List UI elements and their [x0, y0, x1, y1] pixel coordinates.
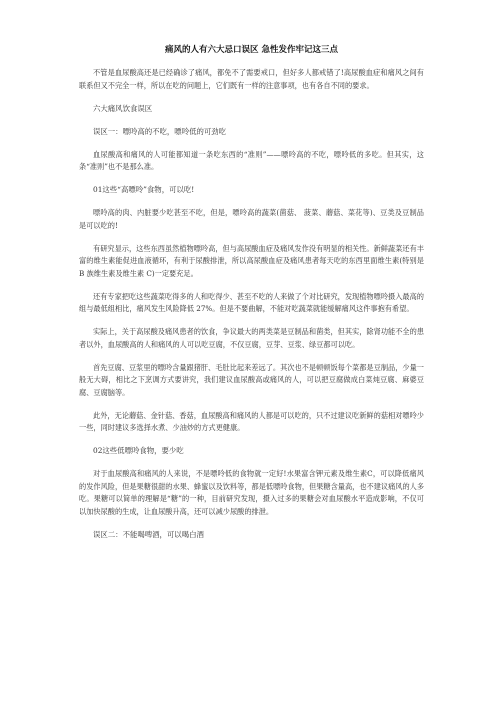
subheading-low-purine-limit: 02这些低嘌呤食物，要少吃	[93, 446, 184, 455]
paragraph: 嘌呤高的肉、内脏要少吃甚至不吃，但是，嘌呤高的蔬菜(菌菇、 菠菜、蘑菇、菜花等)、豆类及豆制品是可以吃的!	[79, 208, 424, 230]
paragraph: 此外，无论蘑菇、金针菇、香菇，血尿酸高和痛风的人都是可以吃的，只不过建议吃新鲜的菇相对嘌呤少一些，同时建议多选择水煮、少油炒的方式更健康。	[79, 410, 424, 432]
section-heading-diet-myths: 六大痛风饮食误区	[93, 103, 153, 113]
paragraph: 实际上，关于高尿酸及痛风患者的饮食，争议最大的两类菜是豆制品和菌类，但其实，除肾功能不全的患者以外，血尿酸高的人和痛风的人可以吃豆腐，不仅豆腐，豆芽、豆浆、绿豆都可以吃。	[79, 327, 424, 349]
myth-two-heading: 误区二：不能喝啤酒，可以喝白酒	[93, 529, 204, 539]
intro-paragraph: 不管是血尿酸高还是已经确诊了痛风，都免不了需要戒口，但好多人都戒错了!高尿酸血症和痛风之间有联系但又不完全一样，所以在吃的问题上，它们既有一样的注意事项，也有各自不同的要求。	[79, 68, 424, 90]
paragraph: 对于血尿酸高和痛风的人来说，不是嘌呤低的食物就一定好!水果富含钾元素及维生素C，可以降低痛风的发作风险，但是果糖很甜的水果、蜂蜜以及饮料等，都是低嘌呤食物，但果糖含量高，也不建议痛风的人多吃。果糖可以简单的理解是“糖”的一种，目前研究发现，摄入过多的果糖会对血尿酸水平造成影响，不仅可以加快尿酸的生成，让血尿酸升高，还可以减少尿酸的排泄。	[79, 469, 425, 516]
paragraph: 还有专家把吃这些蔬菜吃得多的人和吃得少、甚至不吃的人来做了个对比研究，发现植物嘌呤摄入最高的组与最低组相比，痛风发生风险降低 27%。但是不要曲解，不能对吃蔬菜就能缓解痛风这件事抱有希望。	[79, 291, 424, 313]
paragraph: 有研究显示，这些东西虽然植物嘌呤高，但与高尿酸血症及痛风发作没有明显的相关性。新鲜蔬菜还有丰富的维生素能促进血液循环，有利于尿酸排泄，所以高尿酸血症及痛风患者每天吃的东西里面维生素(特别是 B 族维生素及维生素 C)一定要充足。	[79, 243, 424, 278]
subheading-high-purine-ok: 01这些“高嘌呤”食物，可以吃!	[93, 185, 195, 194]
paragraph: 首先豆腐、豆浆里的嘌呤含量跟猪肝、毛肚比起来差远了。其次也不是顿顿饭每个菜都是豆制品，少量一般无大碍，相比之下烹调方式要讲究，我们建议血尿酸高或痛风的人，可以把豆腐做成白菜炖豆腐、麻婆豆腐、豆腐脑等。	[79, 362, 424, 397]
paragraph: 血尿酸高和痛风的人可能都知道一条吃东西的“准则”——嘌呤高的不吃，嘌呤低的多吃。但其实，这条“准则”也不是那么准。	[79, 149, 424, 171]
document-title: 痛风的人有六大忌口误区 急性发作牢记这三点	[165, 45, 338, 55]
myth-one-heading: 误区一：嘌呤高的不吃，嘌呤低的可劲吃	[93, 126, 227, 136]
